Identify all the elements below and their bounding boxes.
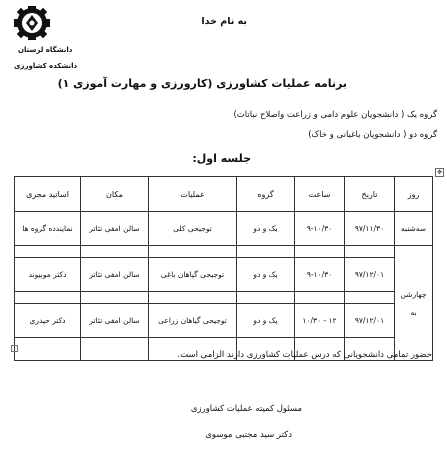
cell-time: ۹-۱۰/۳۰	[295, 212, 345, 246]
cell-date: ۹۷/۱۱/۳۰	[345, 212, 395, 246]
group-one-line: گروه یک ( دانشجویان علوم دامی و زراعت واصلاح نباتات)	[233, 110, 437, 120]
cell-group: یک و دو	[237, 304, 295, 338]
cell-operation: توجیحی کلی	[149, 212, 237, 246]
cell-place: سالن امفی تئاتر	[81, 304, 149, 338]
signature-role: مسئول کمیته عملیات کشاورزی	[190, 404, 302, 414]
table-row	[15, 304, 433, 338]
cell-operation: توجیحی گیاهان باغی	[149, 258, 237, 292]
cell-day: سه‌شنبه	[395, 212, 433, 246]
header-group: گروه	[237, 177, 295, 212]
header-operation: عملیات	[149, 177, 237, 212]
table-header-row	[15, 177, 433, 212]
basmala-heading: به نام خدا	[201, 16, 247, 27]
session-title: جلسه اول:	[192, 152, 251, 165]
header-instructor: اساتید مجری	[15, 177, 81, 212]
cell-date: ۹۷/۱۲/۰۱	[345, 304, 395, 338]
cell-date: ۹۷/۱۲/۰۱	[345, 258, 395, 292]
faculty-name: دانشکده کشاورزی	[14, 62, 78, 70]
group-two-line: گروه دو ( دانشجویان باغبانی و خاک)	[308, 130, 437, 140]
signature-name: دکتر سید مجتبی موسوی	[205, 430, 292, 440]
attendance-note: حضور تمامی دانشجویانی که درس عملیات کشاورزی دارند الزامی است.	[177, 350, 432, 360]
header-time: ساعت	[295, 177, 345, 212]
cell-time: ۹-۱۰/۳۰	[295, 258, 345, 292]
cell-place: سالن امفی تئاتر	[81, 212, 149, 246]
cell-instructor: دکتر موبیوند	[15, 258, 81, 292]
cell-group: یک و دو	[237, 212, 295, 246]
table-row	[15, 258, 433, 292]
university-name: دانشگاه لرستان	[18, 46, 73, 54]
table-resize-handle-icon[interactable]	[11, 345, 18, 352]
cell-time: ۱۲ - ۱۰/۳۰	[295, 304, 345, 338]
table-row	[15, 212, 433, 246]
schedule-table	[14, 176, 433, 361]
cell-instructor: نمایندده گروه ها	[15, 212, 81, 246]
cell-day-merged-line2: به	[410, 307, 417, 317]
header-place: مکان	[81, 177, 149, 212]
university-emblem-icon	[8, 4, 56, 44]
cell-group: یک و دو	[237, 258, 295, 292]
cell-day-merged-line1: چهارشن	[400, 289, 427, 299]
header-date: تاریخ	[345, 177, 395, 212]
table-move-handle-icon[interactable]: ✥	[436, 169, 443, 176]
cell-place: سالن امفی تئاتر	[81, 258, 149, 292]
table-spacer-row	[15, 292, 433, 304]
cell-day-merged	[395, 246, 433, 361]
cell-instructor: دکتر حیدری	[15, 304, 81, 338]
table-spacer-row	[15, 246, 433, 258]
program-title: برنامه عملیات کشاورزی (کارورزی و مهارت آموزی ۱)	[57, 77, 347, 90]
cell-operation: توجیحی گیاهان زراعی	[149, 304, 237, 338]
header-day: روز	[395, 177, 433, 212]
